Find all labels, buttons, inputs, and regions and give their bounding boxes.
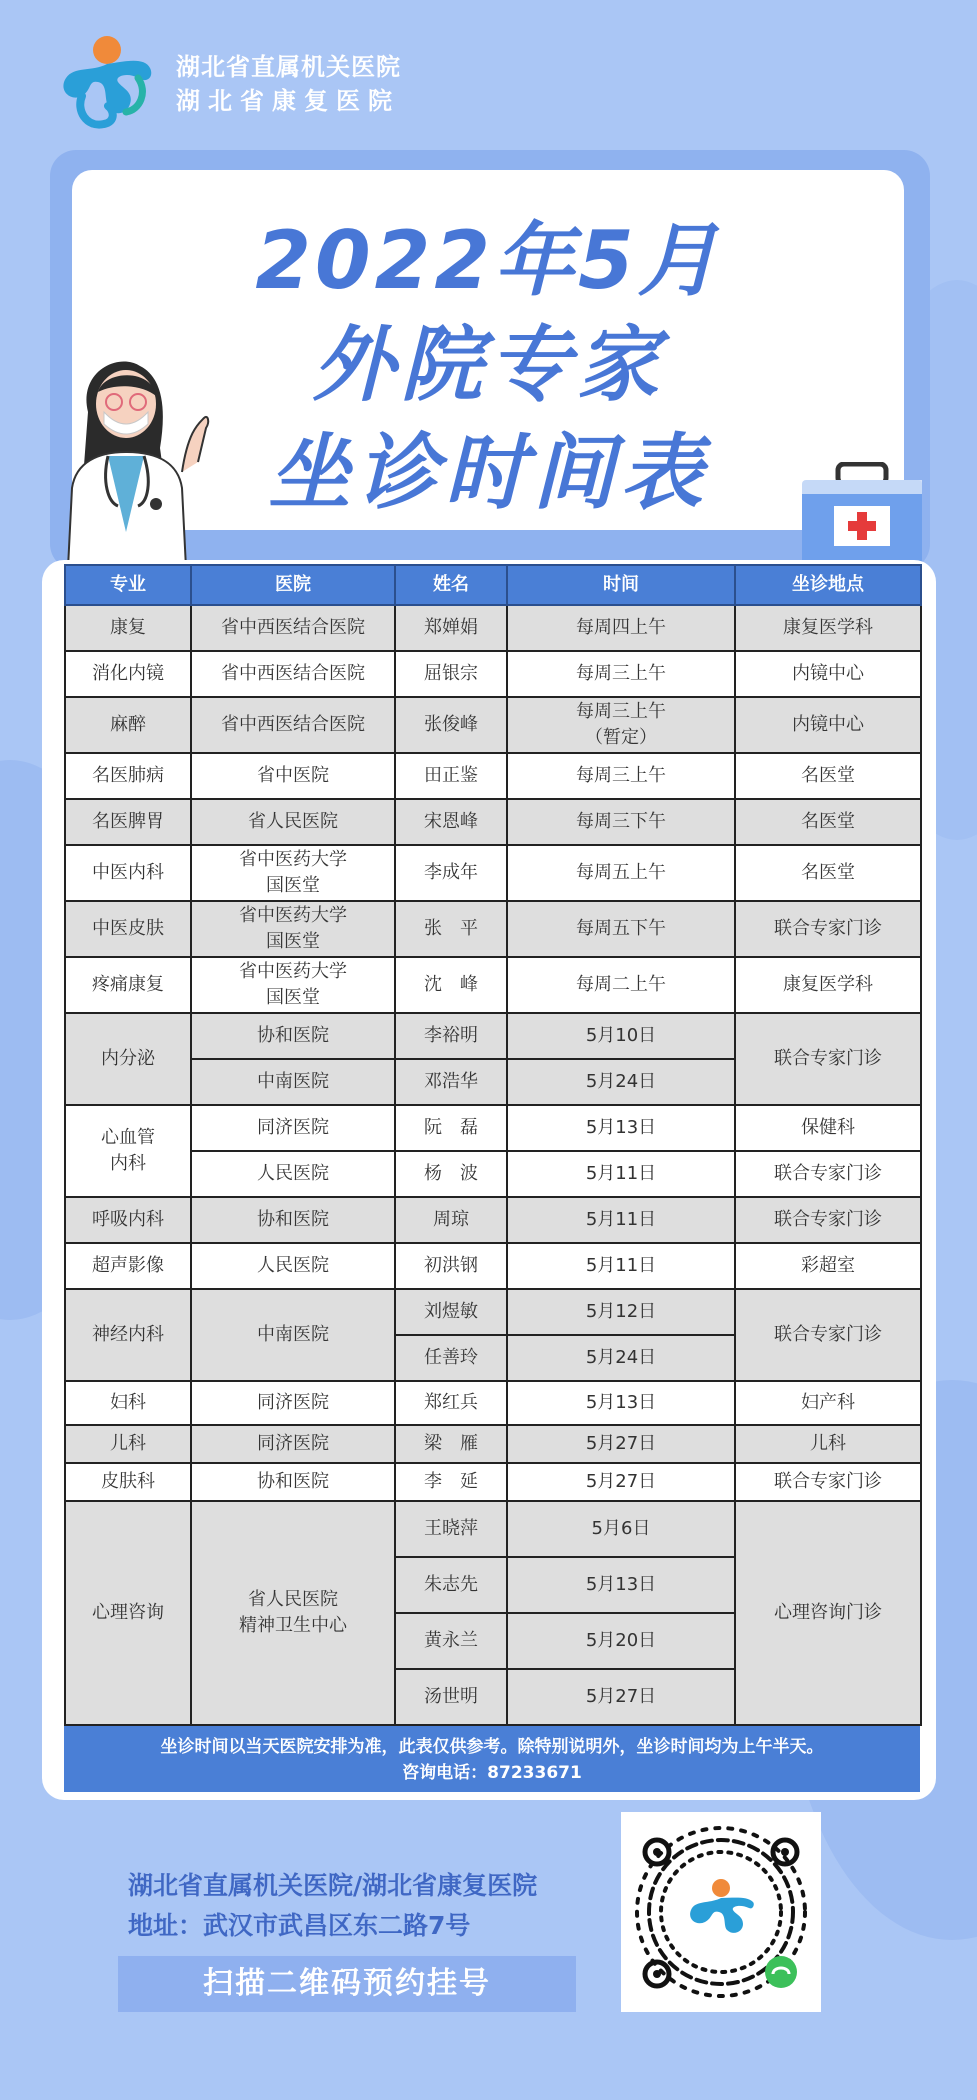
cell-doctor: 郑婵娟 (395, 605, 507, 651)
cell-place: 联合专家门诊 (735, 1151, 921, 1197)
cell-dept: 内分泌 (65, 1013, 191, 1105)
schedule-note (64, 1726, 920, 1792)
cell-place: 保健科 (735, 1105, 921, 1151)
cell-doctor: 任善玲 (395, 1335, 507, 1381)
scan-qr-label: 扫描二维码预约挂号 (118, 1956, 576, 2012)
table-row (65, 1197, 921, 1243)
cell-hospital: 人民医院 (191, 1151, 395, 1197)
cell-doctor: 邓浩华 (395, 1059, 507, 1105)
cell-hospital: 省中西医结合医院 (191, 697, 395, 753)
table-row (65, 1151, 921, 1197)
schedule-table (64, 564, 922, 1726)
cell-hospital (191, 957, 395, 1013)
cell-doctor: 梁 雁 (395, 1425, 507, 1463)
cell-time: 每周三上午 (507, 651, 735, 697)
cell-dept (65, 1105, 191, 1197)
table-row (65, 1289, 921, 1335)
cell-hospital: 同济医院 (191, 1425, 395, 1463)
cell-place: 联合专家门诊 (735, 1197, 921, 1243)
cell-place: 康复医学科 (735, 957, 921, 1013)
cell-time: 5月6日 (507, 1501, 735, 1557)
cell-doctor: 沈 峰 (395, 957, 507, 1013)
cell-doctor: 李裕明 (395, 1013, 507, 1059)
cell-dept: 名医脾胃 (65, 799, 191, 845)
cell-time: 5月13日 (507, 1557, 735, 1613)
medical-kit-icon (800, 462, 924, 566)
header-time: 时间 (507, 565, 735, 605)
cell-dept: 心理咨询 (65, 1501, 191, 1725)
table-row (65, 1425, 921, 1463)
cell-doctor: 李成年 (395, 845, 507, 901)
cell-time: 每周三上午 (507, 753, 735, 799)
cell-doctor: 田正鉴 (395, 753, 507, 799)
cell-time: 5月27日 (507, 1463, 735, 1501)
cell-hospital-line2: 国医堂 (266, 931, 320, 952)
cell-doctor: 屈银宗 (395, 651, 507, 697)
header-doctor: 姓名 (395, 565, 507, 605)
header-place: 坐诊地点 (735, 565, 921, 605)
title-main: 外院专家 (312, 318, 665, 413)
cell-place: 名医堂 (735, 799, 921, 845)
cell-time: 5月12日 (507, 1289, 735, 1335)
cell-dept: 妇科 (65, 1381, 191, 1425)
cell-hospital: 协和医院 (191, 1013, 395, 1059)
cell-doctor: 黄永兰 (395, 1613, 507, 1669)
cell-time: 每周二上午 (507, 957, 735, 1013)
cell-dept: 中医皮肤 (65, 901, 191, 957)
header-dept: 专业 (65, 565, 191, 605)
cell-time: 每周三下午 (507, 799, 735, 845)
cell-dept: 麻醉 (65, 697, 191, 753)
table-row (65, 1463, 921, 1501)
cell-hospital: 省中西医结合医院 (191, 605, 395, 651)
table-header-row (65, 565, 921, 605)
cell-time: 5月27日 (507, 1669, 735, 1725)
title-sub: 坐诊时间表 (268, 426, 709, 521)
table-row (65, 651, 921, 697)
cell-hospital (191, 901, 395, 957)
cell-dept: 儿科 (65, 1425, 191, 1463)
cell-doctor: 周琼 (395, 1197, 507, 1243)
cell-doctor: 张 平 (395, 901, 507, 957)
cell-dept: 名医肺病 (65, 753, 191, 799)
cell-hospital-line2: 精神卫生中心 (239, 1615, 347, 1636)
cell-dept: 超声影像 (65, 1243, 191, 1289)
table-row (65, 753, 921, 799)
cell-time: 5月11日 (507, 1151, 735, 1197)
cell-dept-line2: 内科 (110, 1153, 146, 1174)
cell-doctor: 张俊峰 (395, 697, 507, 753)
cell-hospital-line1: 省中医药大学 (239, 849, 347, 870)
cell-dept-line1: 心血管 (101, 1127, 155, 1148)
cell-place: 名医堂 (735, 845, 921, 901)
cell-dept: 呼吸内科 (65, 1197, 191, 1243)
cell-time: 5月20日 (507, 1613, 735, 1669)
cell-time: 5月11日 (507, 1197, 735, 1243)
cell-doctor: 汤世明 (395, 1669, 507, 1725)
cell-time (507, 697, 735, 753)
note-phone: 咨询电话：87233671 (402, 1763, 582, 1783)
cell-hospital: 省人民医院 (191, 799, 395, 845)
cell-time: 5月24日 (507, 1335, 735, 1381)
cell-doctor: 杨 波 (395, 1151, 507, 1197)
table-row (65, 605, 921, 651)
cell-hospital: 中南医院 (191, 1289, 395, 1381)
table-row (65, 957, 921, 1013)
doctor-illustration (48, 352, 218, 568)
cell-time: 每周五下午 (507, 901, 735, 957)
cell-hospital: 协和医院 (191, 1197, 395, 1243)
qr-code[interactable] (621, 1812, 821, 2012)
table-row (65, 1105, 921, 1151)
table-row (65, 697, 921, 753)
table-row (65, 799, 921, 845)
cell-place: 联合专家门诊 (735, 1013, 921, 1105)
cell-place: 联合专家门诊 (735, 1463, 921, 1501)
cell-time: 每周五上午 (507, 845, 735, 901)
cell-hospital: 同济医院 (191, 1381, 395, 1425)
title-date: 2022年5月 (255, 214, 722, 307)
cell-hospital (191, 845, 395, 901)
cell-doctor: 郑红兵 (395, 1381, 507, 1425)
cell-doctor: 朱志先 (395, 1557, 507, 1613)
cell-hospital: 人民医院 (191, 1243, 395, 1289)
footer-address: 地址：武汉市武昌区东二路7号 (128, 1911, 471, 1940)
cell-place: 康复医学科 (735, 605, 921, 651)
hospital-name-line2: 湖北省康复医院 (176, 87, 400, 115)
hospital-name-line1: 湖北省直属机关医院 (176, 53, 401, 81)
cell-time: 5月11日 (507, 1243, 735, 1289)
cell-time-line1: 每周三上午 (576, 701, 666, 722)
qr-code-graphic (621, 1812, 821, 2012)
cell-place: 联合专家门诊 (735, 901, 921, 957)
table-row (65, 901, 921, 957)
hospital-header (52, 32, 401, 136)
cell-time: 5月13日 (507, 1105, 735, 1151)
cell-time: 5月27日 (507, 1425, 735, 1463)
cell-time: 每周四上午 (507, 605, 735, 651)
cell-hospital (191, 1501, 395, 1725)
cell-doctor: 王晓萍 (395, 1501, 507, 1557)
cell-time: 5月24日 (507, 1059, 735, 1105)
logo-icon (52, 32, 162, 136)
note-line1: 坐诊时间以当天医院安排为准，此表仅供参考。除特别说明外，坐诊时间均为上午半天。 (160, 1737, 824, 1757)
cell-place: 内镜中心 (735, 697, 921, 753)
cell-hospital: 省中医院 (191, 753, 395, 799)
cell-dept: 皮肤科 (65, 1463, 191, 1501)
cell-dept: 疼痛康复 (65, 957, 191, 1013)
cell-place: 妇产科 (735, 1381, 921, 1425)
table-row (65, 1243, 921, 1289)
table-row (65, 845, 921, 901)
cell-hospital: 省中西医结合医院 (191, 651, 395, 697)
cell-place: 彩超室 (735, 1243, 921, 1289)
table-row (65, 1501, 921, 1557)
cell-hospital-line1: 省人民医院 (248, 1589, 338, 1610)
cell-place: 名医堂 (735, 753, 921, 799)
cell-dept: 中医内科 (65, 845, 191, 901)
header-hospital: 医院 (191, 565, 395, 605)
cell-dept: 康复 (65, 605, 191, 651)
cell-place: 内镜中心 (735, 651, 921, 697)
footer-hospital: 湖北省直属机关医院/湖北省康复医院 (128, 1871, 538, 1900)
cell-hospital-line1: 省中医药大学 (239, 961, 347, 982)
table-row (65, 1013, 921, 1059)
cell-doctor: 阮 磊 (395, 1105, 507, 1151)
cell-place: 儿科 (735, 1425, 921, 1463)
cell-hospital: 同济医院 (191, 1105, 395, 1151)
cell-time: 5月10日 (507, 1013, 735, 1059)
cell-dept: 消化内镜 (65, 651, 191, 697)
cell-hospital-line1: 省中医药大学 (239, 905, 347, 926)
cell-place: 心理咨询门诊 (735, 1501, 921, 1725)
cell-time: 5月13日 (507, 1381, 735, 1425)
cell-doctor: 刘煜敏 (395, 1289, 507, 1335)
cell-place: 联合专家门诊 (735, 1289, 921, 1381)
cell-dept: 神经内科 (65, 1289, 191, 1381)
cell-hospital: 协和医院 (191, 1463, 395, 1501)
cell-hospital-line2: 国医堂 (266, 875, 320, 896)
cell-doctor: 初洪钢 (395, 1243, 507, 1289)
cell-doctor: 李 延 (395, 1463, 507, 1501)
table-row (65, 1381, 921, 1425)
cell-hospital: 中南医院 (191, 1059, 395, 1105)
cell-doctor: 宋恩峰 (395, 799, 507, 845)
cell-hospital-line2: 国医堂 (266, 987, 320, 1008)
cell-time-line2: （暂定） (585, 727, 657, 748)
